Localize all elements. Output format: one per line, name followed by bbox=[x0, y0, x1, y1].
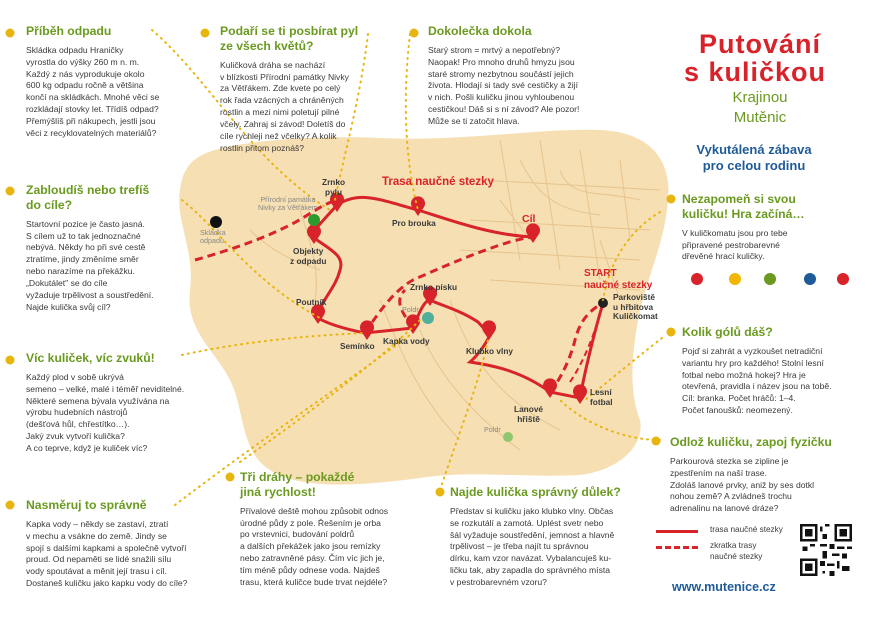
marble-icon bbox=[804, 273, 816, 285]
panel-text: Kapka vody – někdy se zastaví, ztratí v mechu a vsákne do země. Jindy se spojí s dalšími kapkami a společně vytvoří proud. Od nepaměti se lidé snažili sílu vody spoutávat a měnit její trasu i cíl. Dostaneš kuličku jako kapku vody do cíle? bbox=[26, 518, 188, 589]
marble-row bbox=[691, 273, 849, 285]
logo-subtitle-line1: Krajinou bbox=[732, 88, 788, 106]
marble-icon bbox=[691, 273, 703, 285]
logo-subtitle-line2: Mutěnic bbox=[733, 108, 787, 126]
panel-dulek bbox=[450, 485, 650, 589]
panel-title: Víc kuliček, víc zvuků! bbox=[26, 351, 155, 365]
panel-title: Příběh odpadu bbox=[26, 24, 112, 38]
station-label-lesni-fotbal: Lesní fotbal bbox=[590, 387, 613, 407]
station-label-parkoviste: Parkoviště u hřbitova Kuličkomat bbox=[613, 292, 658, 322]
panel-nezapomen bbox=[682, 192, 857, 263]
panel-text: Skládka odpadu Hraničky vyrostla do výšky 260 m n. m. Každý z nás vyprodukuje okolo 600 kg odpadu ročně a většina končí na skládkách. Mnohé věci se rozkládají stovky let. Třídíš odpad? Přemýšlíš při nákupech, jestli jsou věci z recyklovatelných materiálů? bbox=[26, 44, 160, 138]
panel-title: Zabloudíš nebo trefíš do cíle? bbox=[26, 183, 150, 212]
skladka-marker bbox=[210, 216, 222, 228]
panel-title: Podaří se ti posbírat pyl ze všech květů? bbox=[220, 24, 359, 53]
nivky-marker bbox=[308, 214, 320, 226]
panel-odloz bbox=[670, 435, 860, 515]
panel-title: Dokolečka dokola bbox=[428, 24, 532, 38]
legend bbox=[656, 525, 783, 568]
start-label: START naučné stezky bbox=[584, 268, 653, 291]
station-label-pro-brouka: Pro brouka bbox=[392, 218, 436, 228]
place-label-poldr: Poldr bbox=[402, 305, 419, 314]
station-label-zrnko-pylu: Zrnko pylu bbox=[322, 177, 346, 197]
panel-text: Parkourová stezka se zipline je zpestřením na naší trase. Zdoláš lanové prvky, aniž by ses dotkl nohou země? A zvládneš trochu adrenalinu na lanové dráze? bbox=[670, 455, 815, 514]
legend-item-route bbox=[656, 525, 783, 535]
station-label-objekty: Objekty z odpadu bbox=[290, 246, 327, 266]
marble-icon bbox=[729, 273, 741, 285]
station-label-lanove: Lanové hřiště bbox=[514, 404, 544, 424]
poldr-marker bbox=[422, 312, 434, 324]
panel-title: Najde kulička správný důlek? bbox=[450, 485, 621, 499]
panel-tri-drahy bbox=[240, 470, 420, 589]
panel-text: Starý strom = mrtvý a nepotřebný? Naopak! Pro mnoho druhů hmyzu jsou staré stromy nezbytnou součástí jejich života. Hlodají si tady své cestičky a žijí v nich. Pošli kuličku jinou vyhloubenou cestičkou! Dáš si s ní závod? Ale pozor! Může se ti zatočit hlava. bbox=[428, 44, 580, 127]
station-label-seminko: Semínko bbox=[340, 341, 375, 351]
panel-pyl bbox=[220, 24, 380, 155]
place-label-poldr-2: Poldr bbox=[484, 425, 501, 434]
panel-title: Kolik gólů dáš? bbox=[682, 325, 773, 339]
panel-title: Nasměruj to správně bbox=[26, 498, 147, 512]
panel-text: Představ si kuličku jako klubko vlny. Občas se rozkutálí a zamotá. Uplést svetr nebo šál vyžaduje soustředění, jemnost a hlavně trpělivost – je třeba najít tu správnou dírku, kam vzor navázat. Vybalancuješ ku- ličku tak, aby zapadla do správného místa v pestrobarevném vzoru? bbox=[450, 505, 615, 588]
panel-text: Každý plod v sobě ukrývá semeno – velké, malé i téměř neviditelné. Některé semena bývala využívána na výrobu hudebních nástrojů (dešťová hůl, chřestítko…). Jaký zvuk vytvoří kulička? A co teprve, když je kuliček víc? bbox=[26, 371, 185, 454]
legend-shortcut-label: zkratka trasy naučné stezky bbox=[710, 541, 763, 561]
legend-route-label: trasa naučné stezky bbox=[710, 525, 783, 534]
panel-text: Startovní pozice je často jasná. S cílem už to tak jednoznačné nebývá. Někdy ho při své cestě ztratíme, jindy změníme směr nebo narazíme na překážku. „Dokutálet" se do cíle vyžaduje trpělivost a soustředění. Najde kulička svůj cíl? bbox=[26, 218, 154, 312]
panel-text: Přívalové deště mohou způsobit odnos úrodné půdy z pole. Řešením je orba po vrstevnici, budování poldrů a dalších překážek jako jsou remízky nebo zatravněné pásy. Čím víc jich je, tím méně půdy odnese voda. Najdeš trasu, která kuličce bude trvat nejdéle? bbox=[240, 505, 389, 587]
panel-goly bbox=[682, 325, 862, 417]
marble-icon bbox=[837, 273, 849, 285]
station-label-kapka-vody: Kapka vody bbox=[383, 336, 430, 346]
panel-dokolecka bbox=[428, 24, 608, 128]
logo bbox=[660, 30, 860, 127]
panel-pribeh-odpadu bbox=[26, 24, 206, 140]
route-title: Trasa naučné stezky bbox=[382, 176, 494, 188]
panel-title: Tři dráhy – pokaždé jiná rychlost! bbox=[240, 470, 355, 499]
place-label-skladka: Skládka odpadu bbox=[200, 228, 226, 246]
panel-title: Odlož kuličku, zapoj fyzičku bbox=[670, 435, 832, 449]
qr-code-icon bbox=[800, 524, 852, 576]
legend-item-shortcut bbox=[656, 541, 783, 562]
place-label-nivky: Přírodní památka Nivky za Větřákem bbox=[258, 195, 318, 213]
finish-label: Cíl bbox=[522, 213, 536, 225]
logo-title-line2: s kuličkou bbox=[683, 57, 827, 88]
start-point bbox=[598, 298, 608, 308]
panel-nasmeruj bbox=[26, 498, 236, 590]
poldr-marker-2 bbox=[503, 432, 513, 442]
panel-vic-kulicek bbox=[26, 351, 206, 455]
panel-text: V kuličkomatu jsou pro tebe připravené pestrobarevné dřevěné hrací kuličky. bbox=[682, 227, 788, 262]
panel-title: Nezapomeň si svou kuličku! Hra začíná… bbox=[682, 192, 805, 221]
panel-text: Pojď si zahrát a vyzkoušet netradiční variantu hry pro každého! Stolní lesní fotbal nebo možná hokej? Hra je otevřená, pravidla i název jsou na tobě. Cíl: branka. Počet hráčů: 1–4. Počet fanoušků: neomezený. bbox=[682, 345, 832, 416]
station-label-poutnik: Poutník bbox=[296, 297, 327, 307]
legend-solid-line bbox=[656, 530, 698, 533]
station-label-klubko-vlny: Klubko vlny bbox=[466, 346, 514, 356]
panel-zabloudis bbox=[26, 183, 186, 314]
station-label-zrnko-pisku: Zrnko písku bbox=[410, 282, 458, 292]
website-link[interactable]: www.mutenice.cz bbox=[672, 580, 776, 594]
tagline: Vykutálená zábava pro celou rodinu bbox=[696, 142, 812, 174]
marble-icon bbox=[764, 273, 776, 285]
legend-dashed-line bbox=[656, 546, 698, 549]
logo-title-line1: Putování bbox=[698, 29, 821, 59]
panel-text: Kuličková dráha se nachází v blízkosti Přírodní památky Nivky za Větřákem. Zde kvete po celý rok řada vzácných a chráněných rostlin a mezi nimi poletují pilné včely. Zahraj si závod! Doletíš do cíle rychleji než včelky? A kolik rostlin přitom poznáš? bbox=[220, 59, 349, 153]
